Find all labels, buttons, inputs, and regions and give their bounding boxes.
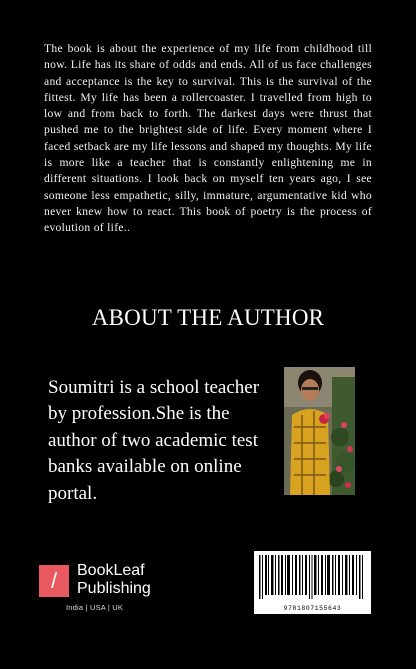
isbn-number: 9781807155643 — [283, 605, 342, 612]
publisher-logo-mark: / — [39, 565, 69, 597]
publisher-logo — [39, 562, 199, 625]
author-bio: Soumitri is a school teacher by profession.She is the author of two academic test banks available on online portal. — [48, 377, 260, 504]
publisher-name-line1: BookLeaf — [77, 562, 145, 579]
author-photo — [284, 367, 355, 495]
publisher-regions: India | USA | UK — [66, 603, 124, 612]
isbn-barcode — [254, 551, 371, 614]
about-author-heading: ABOUT THE AUTHOR — [91, 305, 325, 330]
back-cover-blurb: The book is about the experience of my life from childhood till now. Life has its share of odds and ends. All of us face challenges and acceptance is the key to survival. This is the survival of the fittest. My life has been a rollercoaster. I travelled from high to low and from back to forth. The darkest days were thrust that pushed me to the brightest side of life. Every moment where I faced setback are my life lessons and shaped my thoughts. My life is more like a teacher that is constantly enlightening me in different situations. I look back on myself ten years ago, I see someone less empathetic, silly, immature, argumentative kid who never knew how to react. This book of poetry is the process of evolution of life.. — [44, 42, 372, 235]
publisher-name-line2: Publishing — [77, 580, 151, 597]
publisher-name — [77, 562, 151, 598]
